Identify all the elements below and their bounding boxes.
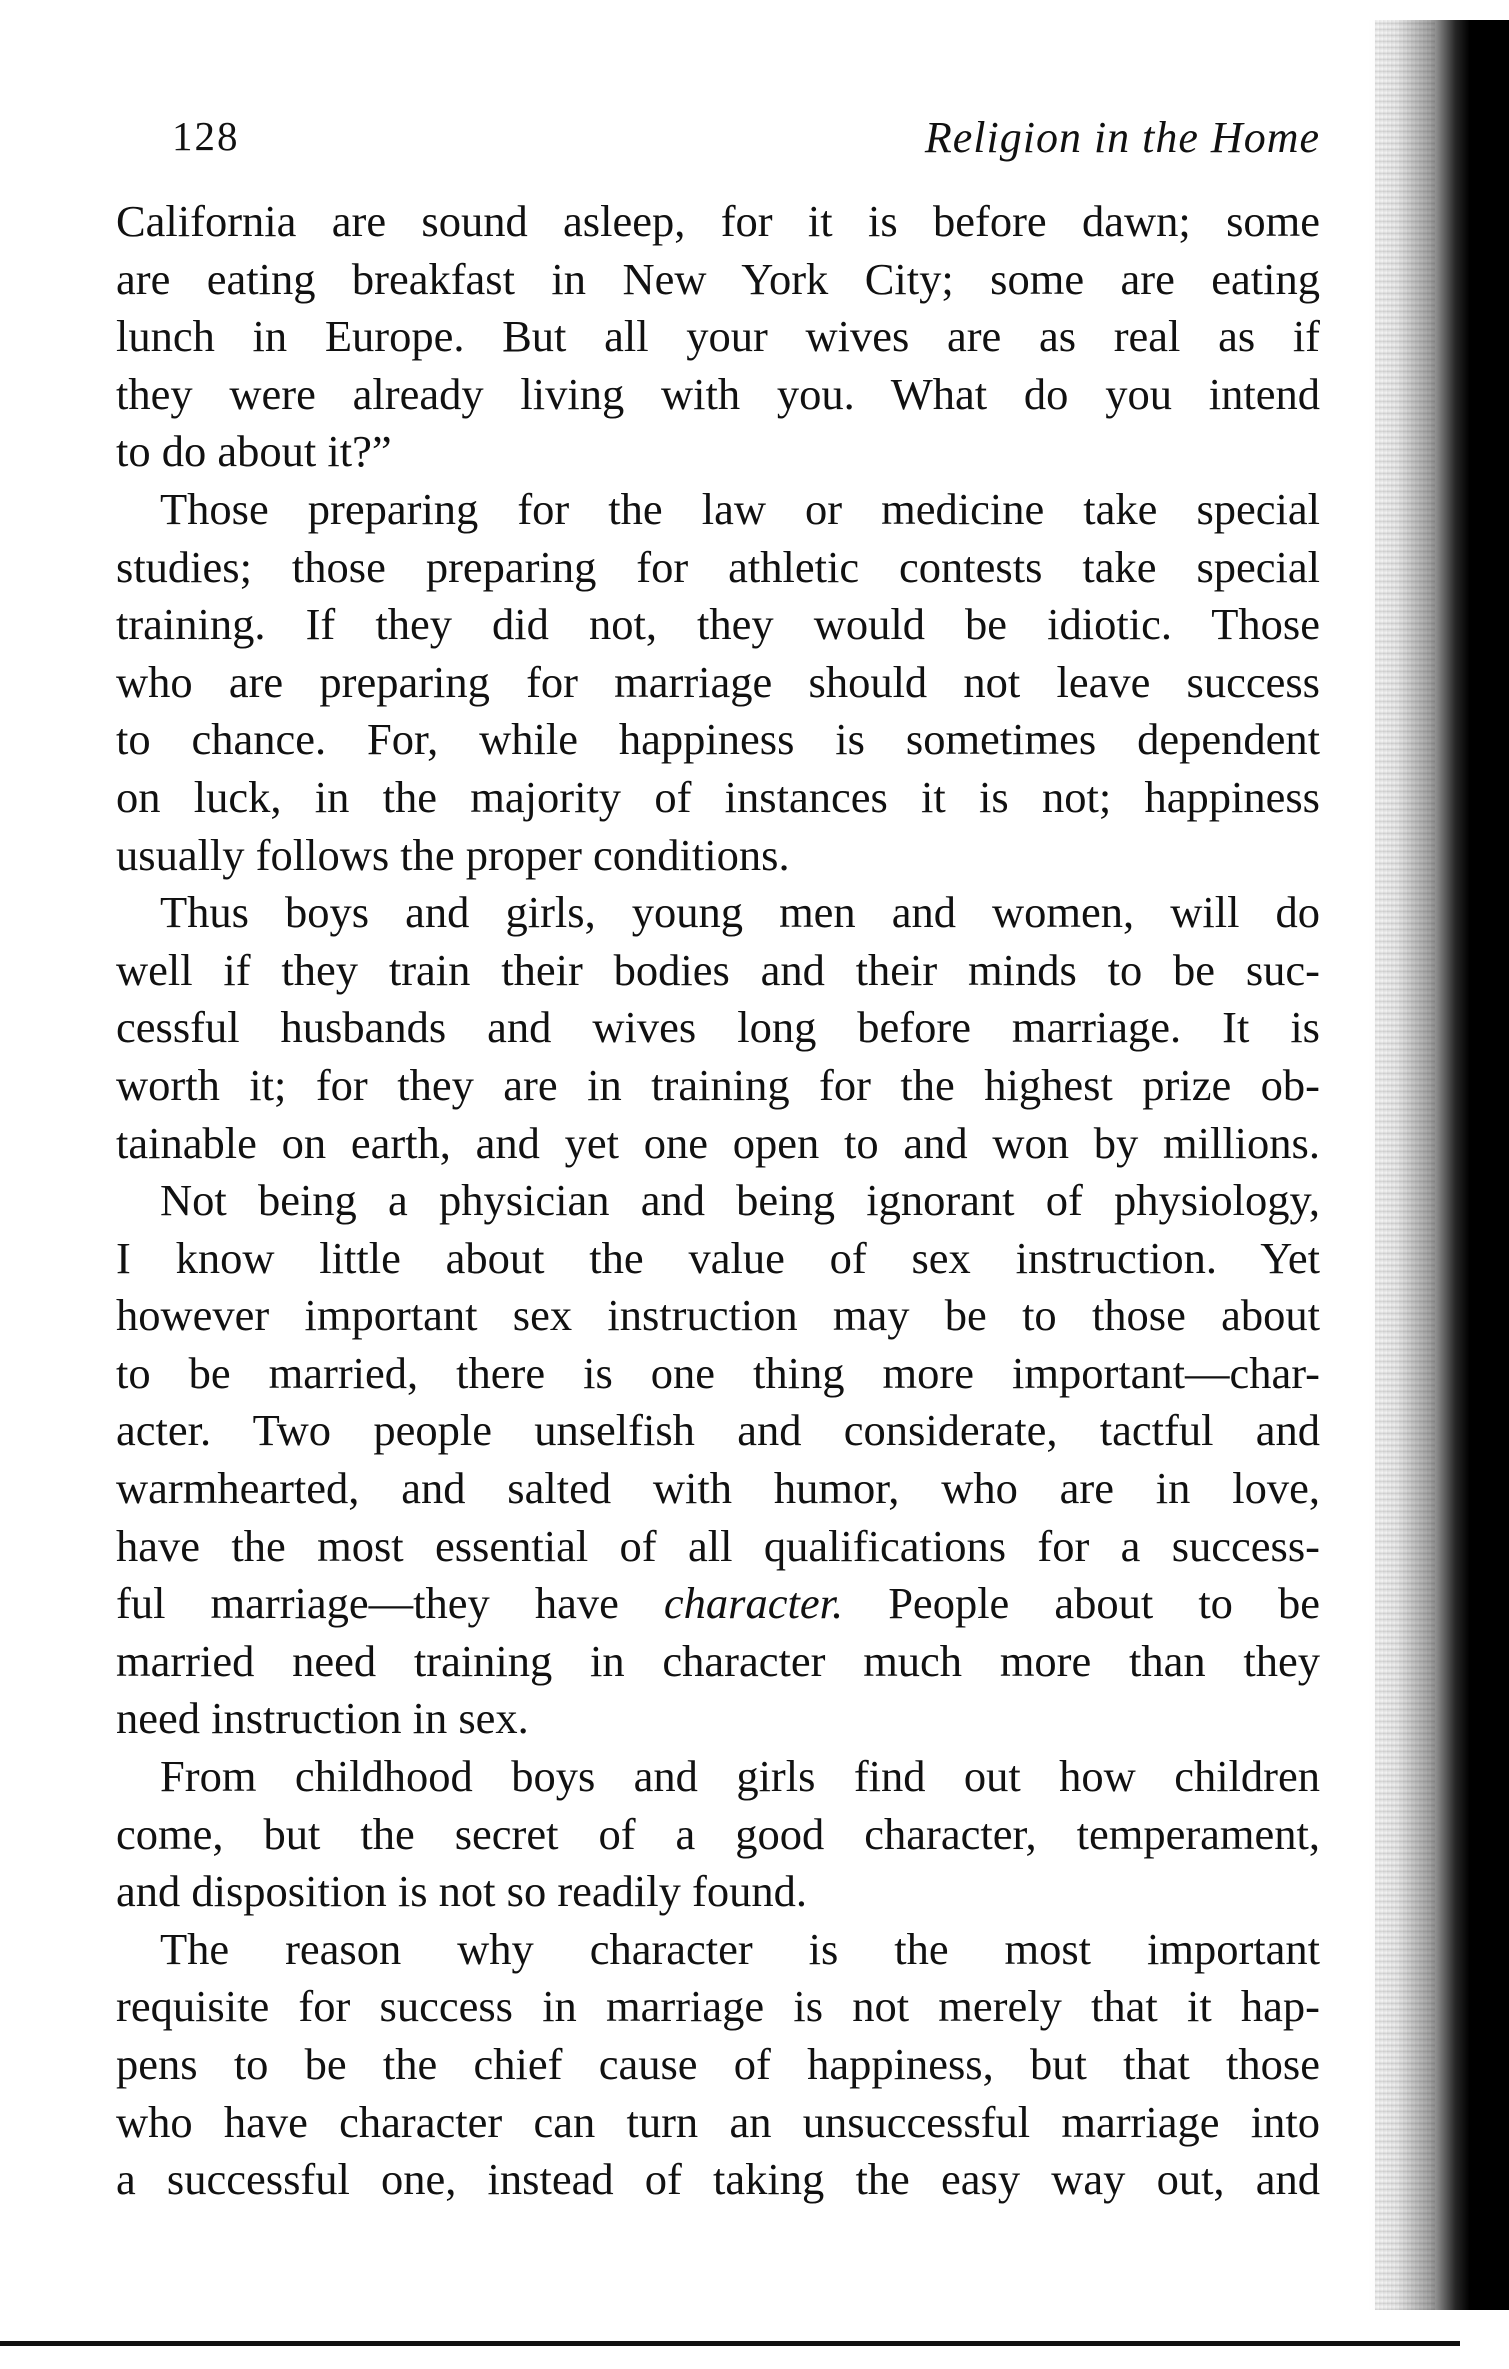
text-line: well if they train their bodies and their minds to be suc- xyxy=(116,944,1320,995)
text-line: lunch in Europe. But all your wives are as real as if xyxy=(116,311,1320,362)
running-title: Religion in the Home xyxy=(924,113,1320,162)
text-line: I know little about the value of sex instruction. Yet xyxy=(116,1232,1320,1283)
text-line: Those preparing for the law or medicine take special xyxy=(160,483,1320,534)
text-line: have the most essential of all qualifications for a success- xyxy=(116,1520,1320,1571)
text-line: warmhearted, and salted with humor, who are in love, xyxy=(116,1463,1320,1514)
text-segment: People about to be xyxy=(888,1578,1321,1629)
text-line: worth it; for they are in training for the highest prize ob- xyxy=(116,1059,1320,1110)
page-number: 128 xyxy=(172,113,240,159)
text-line: on luck, in the majority of instances it is not; happiness xyxy=(116,771,1320,822)
text-line: From childhood boys and girls find out how children xyxy=(160,1751,1320,1802)
text-segment: ful marriage—they have xyxy=(116,1578,619,1629)
text-line: married need training in character much more than they xyxy=(116,1635,1320,1686)
text-line: The reason why character is the most important xyxy=(160,1923,1320,1974)
text-line: studies; those preparing for athletic contests take special xyxy=(116,541,1320,592)
text-line: Not being a physician and being ignorant of physiology, xyxy=(160,1175,1320,1226)
text-line: cessful husbands and wives long before marriage. It is xyxy=(116,1002,1320,1053)
text-line: to chance. For, while happiness is sometimes dependent xyxy=(116,714,1320,765)
text-line: who are preparing for marriage should not leave success xyxy=(116,656,1320,707)
text-line: Thus boys and girls, young men and women, will do xyxy=(160,887,1320,938)
text-line: need instruction in sex. xyxy=(116,1693,529,1744)
text-line: and disposition is not so readily found. xyxy=(116,1866,807,1917)
text-line: a successful one, instead of taking the easy way out, and xyxy=(116,2154,1320,2205)
text-line: come, but the secret of a good character, temperament, xyxy=(116,1808,1320,1859)
text-line: requisite for success in marriage is not merely that it hap- xyxy=(116,1981,1320,2032)
text-line: California are sound asleep, for it is before dawn; some xyxy=(116,196,1320,246)
text-line: training. If they did not, they would be idiotic. Those xyxy=(116,599,1320,650)
binding-texture xyxy=(1375,20,1435,2310)
text-line-with-italic xyxy=(116,1575,1320,1633)
text-line: tainable on earth, and yet one open to and won by millions. xyxy=(116,1117,1320,1168)
text-line: pens to be the chief cause of happiness, but that those xyxy=(116,2039,1320,2089)
text-line: they were already living with you. What do you intend xyxy=(116,368,1320,419)
text-line: usually follows the proper conditions. xyxy=(116,829,790,880)
text-line: are eating breakfast in New York City; some are eating xyxy=(116,253,1320,304)
bottom-rule xyxy=(0,2341,1460,2346)
text-line: however important sex instruction may be to those about xyxy=(116,1290,1320,1341)
text-line: acter. Two people unselfish and considerate, tactful and xyxy=(116,1405,1320,1456)
text-line: to do about it?” xyxy=(116,426,392,477)
italic-word: character. xyxy=(663,1578,844,1629)
text-line: to be married, there is one thing more important—char- xyxy=(116,1347,1320,1398)
running-head xyxy=(172,112,1320,172)
body-text xyxy=(116,193,1320,2209)
text-line: who have character can turn an unsuccessful marriage into xyxy=(116,2096,1320,2147)
